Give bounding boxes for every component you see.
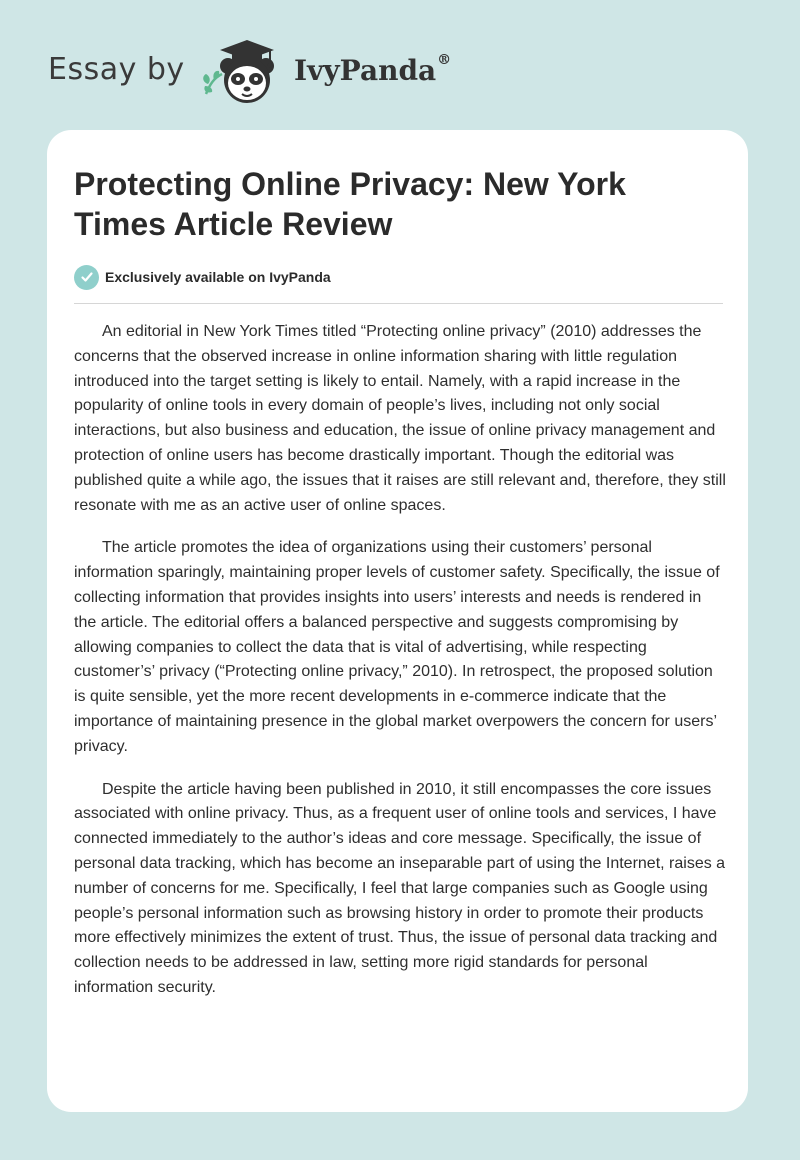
paragraph: An editorial in New York Times titled “Protecting online privacy” (2010) addresses the concerns that the observed increase in online information sharing with little regulation introduced into the target setting is likely to entail. Namely, with a rapid increase in the popularity of online tools in every domain of people’s lives, including not only social interactions, but also business and education, the issue of online privacy management and protection of online users has become drastically important. Though the editorial was published quite a while ago, the issues that it raises are still relevant and, therefore, they still resonate with me as an active user of online spaces. (74, 323, 726, 514)
divider (74, 303, 723, 304)
essay-card (47, 130, 748, 1112)
brand-text: IvyPanda (294, 54, 437, 87)
exclusive-badge-text: Exclusively available on IvyPanda (105, 269, 331, 285)
check-circle-icon (74, 265, 99, 290)
exclusive-badge (74, 264, 331, 290)
paragraph: Despite the article having been published in 2010, it still encompasses the core issues associated with online privacy. Thus, as a frequent user of online tools and services, I have connected immediately to the author’s ideas and core message. Specifically, the issue of personal data tracking, which has become an inseparable part of using the Internet, raises a number of concerns for me. Specifically, I feel that large companies such as Google using people’s personal information such as browsing history in order to promote their products more effectively minimizes the extent of trust. Thus, the issue of personal data tracking and collection needs to be addressed in law, setting more rigid standards for personal information security. (74, 780, 726, 996)
registered-mark: ® (437, 52, 452, 68)
site-header (48, 34, 548, 114)
brand-name[interactable] (294, 54, 451, 87)
essay-body (74, 320, 726, 1019)
page-title: Protecting Online Privacy: New York Times Article Review (74, 166, 626, 242)
essay-by-label: Essay by (48, 52, 185, 87)
paragraph: The article promotes the idea of organizations using their customers’ personal information sparingly, maintaining proper levels of customer safety. Specifically, the issue of collecting information that provides insights into users’ interests and needs is rendered in the article. The editorial offers a balanced perspective and suggests compromising by allowing companies to collect the data that is vital of advertising, while respecting customer’s’ privacy (“Protecting online privacy,” 2010). In retrospect, the proposed solution is quite sensible, yet the more recent developments in e-commerce indicate that the importance of maintaining presence in the global market overpowers the concern for users’ privacy. (74, 539, 720, 755)
panda-graduate-icon[interactable] (200, 34, 288, 108)
